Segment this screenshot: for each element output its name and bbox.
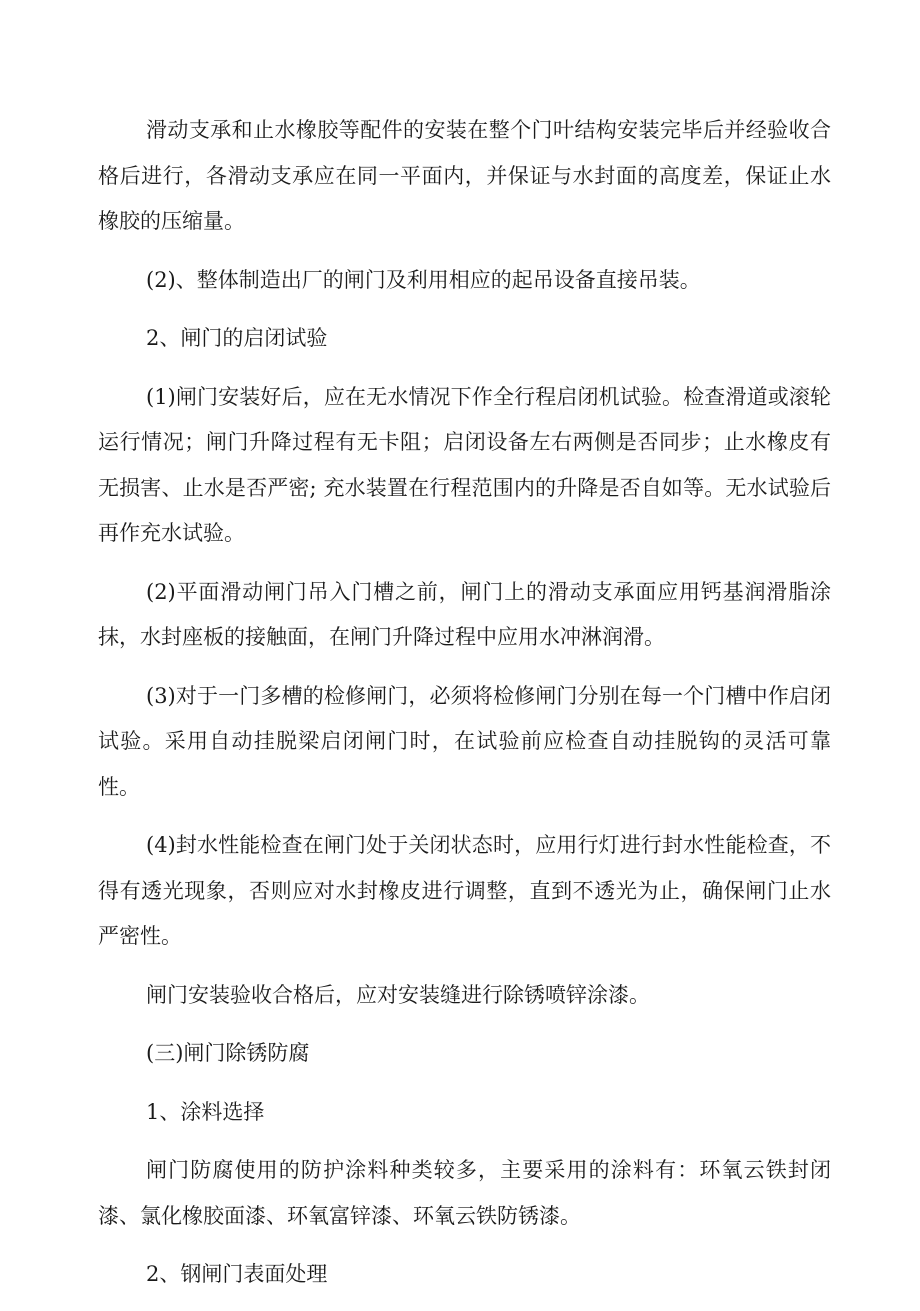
document-body xyxy=(98,108,831,1311)
paragraph-whole-gate-hoisting: (2)、整体制造出厂的闸门及利用相应的起吊设备直接吊装。 xyxy=(146,267,701,292)
paragraph-lubrication: (2)平面滑动闸门吊入门槽之前，闸门上的滑动支承面应用钙基润滑脂涂抹，水封座板的接触面，在闸门升降过程中应用水冲淋润滑。 xyxy=(98,579,831,649)
paragraph-coating-types: 闸门防腐使用的防护涂料种类较多，主要采用的涂料有：环氧云铁封闭漆、氯化橡胶面漆、环氧富锌漆、环氧云铁防锈漆。 xyxy=(98,1158,831,1228)
paragraph-dry-test: (1)闸门安装好后，应在无水情况下作全行程启闭机试验。检查滑道或滚轮运行情况；闸门升降过程有无卡阻；启闭设备左右两侧是否同步；止水橡皮有无损害、止水是否严密; 充水装置在行程范围内的升降是否自如等。无水试验后再作充水试验。 xyxy=(98,384,831,545)
paragraph-joint-coating: 闸门安装验收合格后，应对安装缝进行除锈喷锌涂漆。 xyxy=(146,982,650,1007)
paragraph-seal-check: (4)封水性能检查在闸门处于关闭状态时，应用行灯进行封水性能检查，不得有透光现象，否则应对水封橡皮进行调整，直到不透光为止，确保闸门止水严密性。 xyxy=(98,833,831,948)
paragraph-multi-slot-test: (3)对于一门多槽的检修闸门，必须将检修闸门分别在每一个门槽中作启闭试验。采用自动挂脱梁启闭闸门时，在试验前应检查自动挂脱钩的灵活可靠性。 xyxy=(98,683,831,799)
paragraph-sliding-support-install: 滑动支承和止水橡胶等配件的安装在整个门叶结构安装完毕后并经验收合格后进行，各滑动支承应在同一平面内，并保证与水封面的高度差，保证止水橡胶的压缩量。 xyxy=(98,118,831,233)
heading-surface-treatment: 2、钢闸门表面处理 xyxy=(146,1262,328,1286)
heading-coating-selection: 1、涂料选择 xyxy=(146,1099,265,1124)
heading-gate-open-close-test: 2、闸门的启闭试验 xyxy=(146,326,328,350)
heading-rust-removal: (三)闸门除锈防腐 xyxy=(146,1041,310,1065)
